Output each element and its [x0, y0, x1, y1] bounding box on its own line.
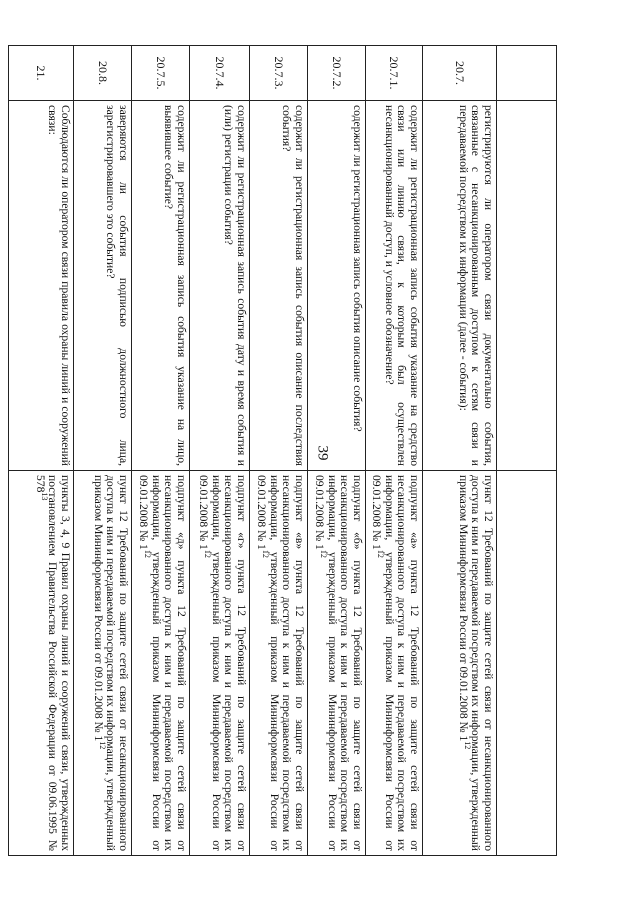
basis-cell	[190, 471, 250, 856]
basis-cell	[308, 471, 366, 856]
basis-text: пункт 12 Требований по защите сетей связи от несанкционированного доступа к ним и передаваемой посредством их информации, утвержденный приказом Мининформсвязи России от 09.01.2008 № 1	[91, 475, 130, 851]
table-row	[9, 46, 74, 856]
table-row	[132, 46, 190, 856]
basis-text: подпункт «д» пункта 12 Требований по защите сетей связи от несанкционированного доступа к ним и передаваемой посредством их информации, утвержденный приказом Мининформсвязи России от 09.01.2008 № 1	[137, 475, 188, 851]
basis-cell	[497, 471, 557, 856]
basis-cell	[74, 471, 132, 856]
question-cell: содержит ли регистрационная запись события описание события?	[308, 101, 366, 471]
question-cell	[497, 101, 557, 471]
basis-cell	[132, 471, 190, 856]
row-number	[497, 46, 557, 101]
row-number: 20.7.4.	[190, 46, 250, 101]
footnote-mark: 12	[376, 549, 386, 558]
requirements-table	[8, 45, 557, 856]
question-cell: содержит ли регистрационная запись события описание последствия события?	[250, 101, 308, 471]
basis-text: подпункт «б» пункта 12 Требований по защите сетей связи от несанкционированного доступа к ним и передаваемой посредством их информации, утвержденный приказом Мининформсвязи России от 09.01.2008 № 1	[313, 475, 364, 851]
page-number: 39	[314, 445, 331, 461]
row-number: 20.7.	[423, 46, 497, 101]
footnote-mark: 12	[462, 741, 472, 750]
basis-text: подпункт «в» пункта 12 Требований по защите сетей связи от несанкционированного доступа к ним и передаваемой посредством их информации, утвержденный приказом Мининформсвязи России от 09.01.2008 № 1	[255, 475, 306, 851]
table-row	[423, 46, 497, 856]
table-row	[250, 46, 308, 856]
question-cell: содержит ли регистрационная запись события указание на лицо, выявившее событие?	[132, 101, 190, 471]
question-cell: содержит ли регистрационная запись события дату и время события и (или) регистрации события?	[190, 101, 250, 471]
question-cell: содержит ли регистрационная запись события указание на средство связи или линию связи, к которым был осуществлен несанкционированный доступ, и условное обозначение?	[366, 101, 423, 471]
footnote-mark: 13	[39, 492, 49, 501]
basis-cell	[9, 471, 74, 856]
basis-text: подпункт «г» пункта 12 Требований по защите сетей связи от несанкционированного доступа к ним и передаваемой посредством их информации, утвержденный приказом Мининформсвязи России от 09.01.2008 № 1	[197, 475, 248, 851]
table-body	[9, 46, 557, 856]
basis-text: пункт 12 Требований по защите сетей связи от несанкционированного доступа к ним и передаваемой посредством их информации, утвержденный приказом Мининформсвязи России от 09.01.2008 № 1	[456, 475, 495, 851]
table-row	[366, 46, 423, 856]
table-row	[308, 46, 366, 856]
basis-text: пункты 3, 4, 9 Правил охраны линий и сооружений связи, утвержденных постановлением Правительства Российской Федерации от 09.06.1995 № 578	[33, 475, 72, 851]
basis-cell	[250, 471, 308, 856]
footnote-mark: 12	[143, 549, 153, 558]
table-row	[497, 46, 557, 856]
footnote-mark: 12	[319, 549, 329, 558]
footnote-mark: 12	[97, 741, 107, 750]
question-cell: регистрируются ли оператором связи документально события, связанные с несанкционированным доступом к сетям связи и передаваемой посредством их информации (далее - события):	[423, 101, 497, 471]
row-number: 20.7.1.	[366, 46, 423, 101]
footnote-mark: 12	[261, 549, 271, 558]
rotated-table-wrapper	[33, 45, 557, 855]
question-cell: заверяются ли события подписью должностного лица, зарегистрировавшего это событие?	[74, 101, 132, 471]
row-number: 20.7.2.	[308, 46, 366, 101]
question-cell: Соблюдаются ли оператором связи правила охраны линий и сооружений связи:	[9, 101, 74, 471]
row-number: 20.8.	[74, 46, 132, 101]
basis-text: подпункт «а» пункта 12 Требований по защите сетей связи от несанкционированного доступа к ним и передаваемой посредством их информации, утвержденный приказом Мининформсвязи России от 09.01.2008 № 1	[370, 475, 421, 851]
basis-cell	[366, 471, 423, 856]
footnote-mark: 12	[203, 549, 213, 558]
table-row	[190, 46, 250, 856]
row-number: 20.7.5.	[132, 46, 190, 101]
table-row	[74, 46, 132, 856]
basis-cell	[423, 471, 497, 856]
row-number: 20.7.3.	[250, 46, 308, 101]
row-number: 21.	[9, 46, 74, 101]
